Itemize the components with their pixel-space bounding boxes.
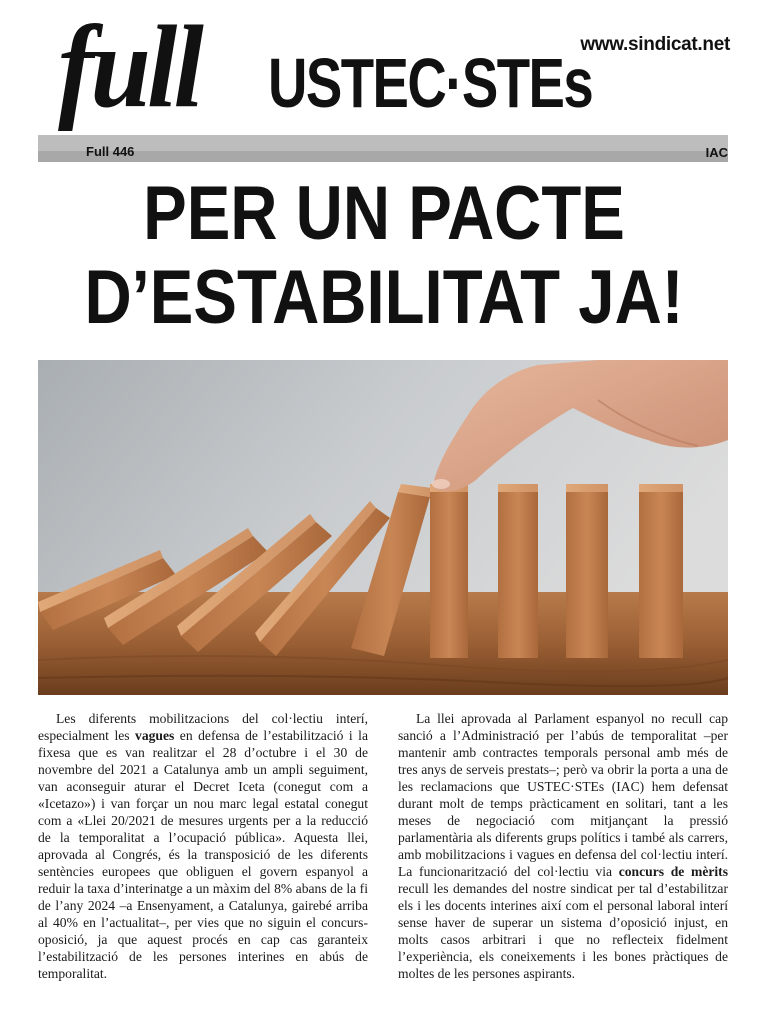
website-link[interactable]: www.sindicat.net [580, 34, 730, 55]
falling-dominoes-icon [38, 360, 728, 695]
article-text: en defensa de l’estabilització i la fixesa que es van realitzar el 28 d’octubre i el 30 de novembre del 2021 a Catalunya amb un ampli seguiment, van aconseguir aturar el Decret Iceta (conegut com a «Icetazo») i van forçar un nou marc legal estatal conegut com a «Llei 20/2021 de mesures urgents per a la reducció de la temporalitat a l’ocupació pública». Aquesta llei, aprovada al Congrés, és la transposició de les diferents sentències europees que obliguen el govern espanyol a reduir la taxa d’interinatge a un màxim del 8% abans de la fi de l’any 2024 –a Ensenyament, a Catalunya, gairebé arriba al 40% en l’actualitat–, per vies que no siguin el concurs-oposició, ja que aquest procés en cap cas garanteix l’estabilització de les persones interines en abús de temporalitat. [38, 728, 368, 981]
masthead-bar-highlight [38, 135, 728, 151]
headline-line-1: PER UN PACTE [143, 171, 625, 256]
section-label: IAC [705, 145, 728, 160]
article-paragraph [38, 710, 368, 982]
article-text: Les diferents mobilitzacions del col·lectiu interí, especialment les [38, 711, 368, 743]
article-text: recull les demandes del nostre sindicat per tal d’estabilitzar els i les docents interines així com el personal laboral interí sense haver de superar un sistema d’oposició injust, en molts casos arbitrari i que no reflecteix fidelment l’experiència, els coneixements i les bones pràctiques de moltes de les persones aspirants. [398, 881, 728, 981]
article-column-left [38, 710, 368, 982]
dominoes-photo [38, 360, 728, 695]
full-logo: full [58, 1, 201, 132]
article-text: La llei aprovada al Parlament espanyol no recull cap sanció a l’Administració per l’abús de temporalitat –per mantenir amb contractes temporals personal amb més de tres anys de serveis prestats–; però va obrir la porta a una de les reclamacions que USTEC·STEs (IAC) hem defensat durant molt de temps pràcticament en solitari, tant a les meses de negociació com mitjançant la pressió parlamentària als diferents grups polítics i també als carrers, amb mobilitzacions i vagues en defensa del col·lectiu interí. La funcionarització del col·lectiu via [398, 711, 728, 879]
union-brand-name: USTEC·STEs [268, 44, 593, 122]
article-emphasis: vagues [135, 728, 175, 743]
article-paragraph [398, 710, 728, 982]
article-emphasis: concurs de mèrits [618, 864, 728, 879]
headline-line-2: D’ESTABILITAT JA! [84, 255, 684, 340]
masthead [0, 0, 768, 175]
headline [0, 172, 768, 340]
article-column-right [398, 710, 728, 982]
issue-number: Full 446 [86, 144, 135, 159]
